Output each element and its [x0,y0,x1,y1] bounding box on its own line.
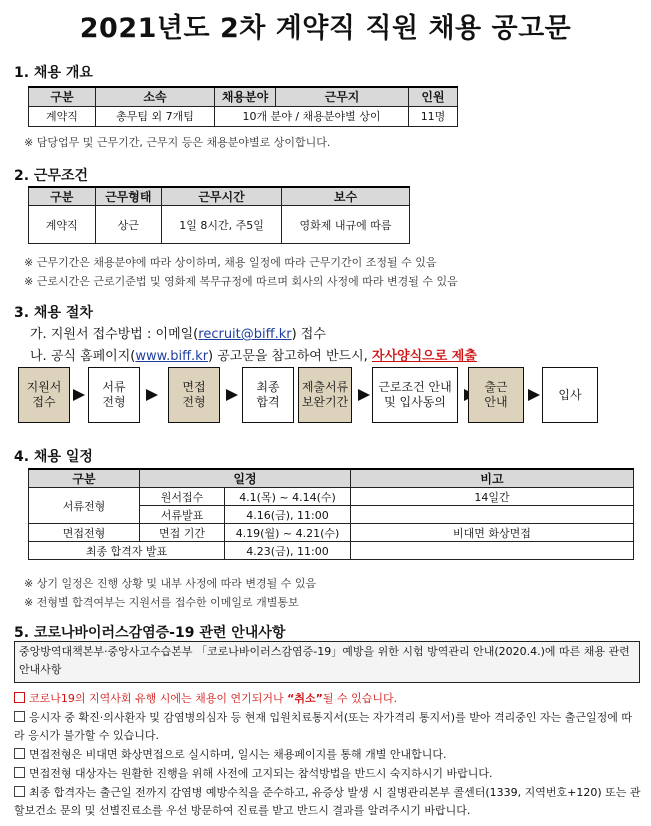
conditions-note-1: ※ 근무기간은 채용분야에 따라 상이하며, 채용 일정에 따라 근무기간이 조정될 수 있음 [24,256,437,269]
arrow-icon [146,389,158,401]
schedule-interview-label: 면접 기간 [140,524,225,542]
section2-heading: 2. 근무조건 [14,168,89,184]
step-final-line1: 최종 [256,380,280,394]
covid-item-1-bold: “취소” [287,692,323,705]
overview-table [28,86,458,127]
overview-header-type: 구분 [29,87,96,106]
covid-item-1-post: 될 수 있습니다. [322,692,398,705]
schedule-final-stage: 최종 합격자 발표 [29,542,225,560]
covid-item-4 [14,765,642,783]
schedule-final-date: 4.23(금), 11:00 [225,542,351,560]
covid-item-2 [14,709,642,745]
covid-item-5-text: 최종 합격자는 출근일 전까지 감염병 예방수칙을 준수하고, 유증상 발생 시 질병관리본부 콜센터(1339, 지역번호+120) 또는 관할보건소 문의 및 선별진료소를 우선 방문하여 진료를 받고 반드시 결과를 알려주시기 바랍니다. [14,786,641,817]
section3-heading: 3. 채용 절차 [14,305,93,321]
covid-item-3 [14,746,642,764]
apply-method-prefix: 가. 지원서 접수방법 : 이메일( [30,327,199,342]
schedule-doc-result-date: 4.16(금), 11:00 [225,506,351,524]
schedule-note-2: ※ 전형별 합격여부는 지원서를 접수한 이메일로 개별통보 [24,596,299,609]
step-document-screening [88,367,140,423]
conditions-note-2: ※ 근로시간은 근로기준법 및 영화제 복무규정에 따르며 회사의 사정에 따라 변경될 수 있음 [24,275,458,288]
schedule-header-note: 비고 [351,469,634,488]
overview-cell-count: 11명 [409,106,458,126]
covid-item-1 [14,690,642,708]
schedule-apply-date: 4.1(목) ~ 4.14(수) [225,488,351,506]
apply-method-line [30,323,326,342]
arrow-icon [528,389,540,401]
conditions-header-worktype: 근무형태 [95,187,162,206]
arrow-icon [226,389,238,401]
arrow-icon [73,389,85,401]
step-interview-line1: 면접 [182,380,206,394]
overview-note: ※ 담당업무 및 근무기간, 근무지 등은 채용분야별로 상이합니다. [24,136,331,149]
overview-separator: / [291,110,303,123]
overview-header-dept: 소속 [96,87,215,106]
checkbox-icon [14,692,25,703]
schedule-note-1: ※ 상기 일정은 진행 상황 및 내부 사정에 따라 변경될 수 있음 [24,577,317,590]
step-document-line1: 서류 [102,380,126,394]
schedule-interview-date: 4.19(월) ~ 4.21(수) [225,524,351,542]
overview-location-value: 채용분야별 상이 [302,110,381,123]
conditions-header-hours: 근무시간 [162,187,282,206]
conditions-cell-worktype: 상근 [95,206,162,244]
company-form-notice: 자사양식으로 제출 [371,349,477,364]
schedule-doc-stage: 서류전형 [29,488,140,524]
step-application-line2: 접수 [32,395,56,409]
schedule-apply-label: 원서접수 [140,488,225,506]
step-supplement-line1: 제출서류 [301,380,349,394]
schedule-table [28,468,634,560]
schedule-doc-result-label: 서류발표 [140,506,225,524]
apply-method-suffix: ) 접수 [291,327,326,342]
checkbox-icon [14,748,25,759]
step-start-line2: 안내 [484,395,508,409]
overview-cell-dept: 총무팀 외 7개팀 [96,106,215,126]
schedule-header-stage: 구분 [29,469,140,488]
schedule-header-date: 일정 [140,469,351,488]
conditions-header-pay: 보수 [282,187,410,206]
overview-header-location: 근무지 [276,87,409,106]
overview-header-field: 채용분야 [215,87,276,106]
checkbox-icon [14,767,25,778]
overview-cell-type: 계약직 [29,106,96,126]
schedule-apply-note: 14일간 [351,488,634,506]
covid-item-4-text: 면접전형 대상자는 원활한 진행을 위해 사전에 고지되는 참석방법을 반드시 숙지하시기 바랍니다. [29,767,493,780]
homepage-line [30,345,477,364]
section4-heading: 4. 채용 일정 [14,449,93,465]
covid-guideline-box: 중앙방역대책본부·중앙사고수습본부 「코로나바이러스감염증-19」예방을 위한 시험 방역관리 안내(2020.4.)에 따른 채용 관련 안내사항 [14,641,640,683]
step-start-guide [468,367,524,423]
overview-cell-field-location [215,106,409,126]
schedule-interview-stage: 면접전형 [29,524,140,542]
homepage-link[interactable]: www.biff.kr [135,349,209,364]
step-work-conditions [372,367,458,423]
covid-item-5 [14,784,642,820]
covid-item-2-text: 응시자 중 확진·의사환자 및 감염병의심자 등 현재 입원치료통지서(또는 자가격리 통지서)를 받아 격리중인 자는 출근일정에 따라 응시가 불가할 수 있습니다. [14,711,632,742]
step-application-line1: 지원서 [26,380,62,394]
step-application [18,367,70,423]
page-title: 2021년도 2차 계약직 직원 채용 공고문 [79,13,572,44]
conditions-cell-hours: 1일 8시간, 주5일 [162,206,282,244]
covid-item-1-pre: 코로나19의 지역사회 유행 시에는 채용이 연기되거나 [29,692,288,705]
overview-header-count: 인원 [409,87,458,106]
step-final-pass [242,367,294,423]
checkbox-icon [14,786,25,797]
step-conditions-line1: 근로조건 안내 [378,380,452,394]
arrow-icon [358,389,370,401]
conditions-table [28,186,410,244]
step-interview [168,367,220,423]
homepage-middle: ) 공고문을 참고하여 반드시, [208,349,372,364]
step-interview-line2: 전형 [182,395,206,409]
step-document-line2: 전형 [102,395,126,409]
schedule-doc-result-note [351,506,634,524]
conditions-cell-type: 계약직 [29,206,96,244]
step-supplement-line2: 보완기간 [301,395,349,409]
email-link[interactable]: recruit@biff.kr [198,327,292,342]
covid-item-3-text: 면접전형은 비대면 화상면접으로 실시하며, 일시는 채용페이지를 통해 개별 안내합니다. [29,748,447,761]
step-join [542,367,598,423]
section1-heading: 1. 채용 개요 [14,65,93,81]
overview-field-value: 10개 분야 [242,110,292,123]
step-join-line1: 입사 [558,387,582,402]
step-final-line2: 합격 [256,395,280,409]
conditions-header-type: 구분 [29,187,96,206]
homepage-prefix: 나. 공식 홈페이지( [30,349,136,364]
checkbox-icon [14,711,25,722]
step-document-supplement [298,367,352,423]
section5-heading: 5. 코로나바이러스감염증-19 관련 안내사항 [14,625,286,641]
schedule-interview-note: 비대면 화상면접 [351,524,634,542]
schedule-final-note [351,542,634,560]
conditions-cell-pay: 영화제 내규에 따름 [282,206,410,244]
step-start-line1: 출근 [484,380,508,394]
step-conditions-line2: 및 입사동의 [384,395,446,409]
